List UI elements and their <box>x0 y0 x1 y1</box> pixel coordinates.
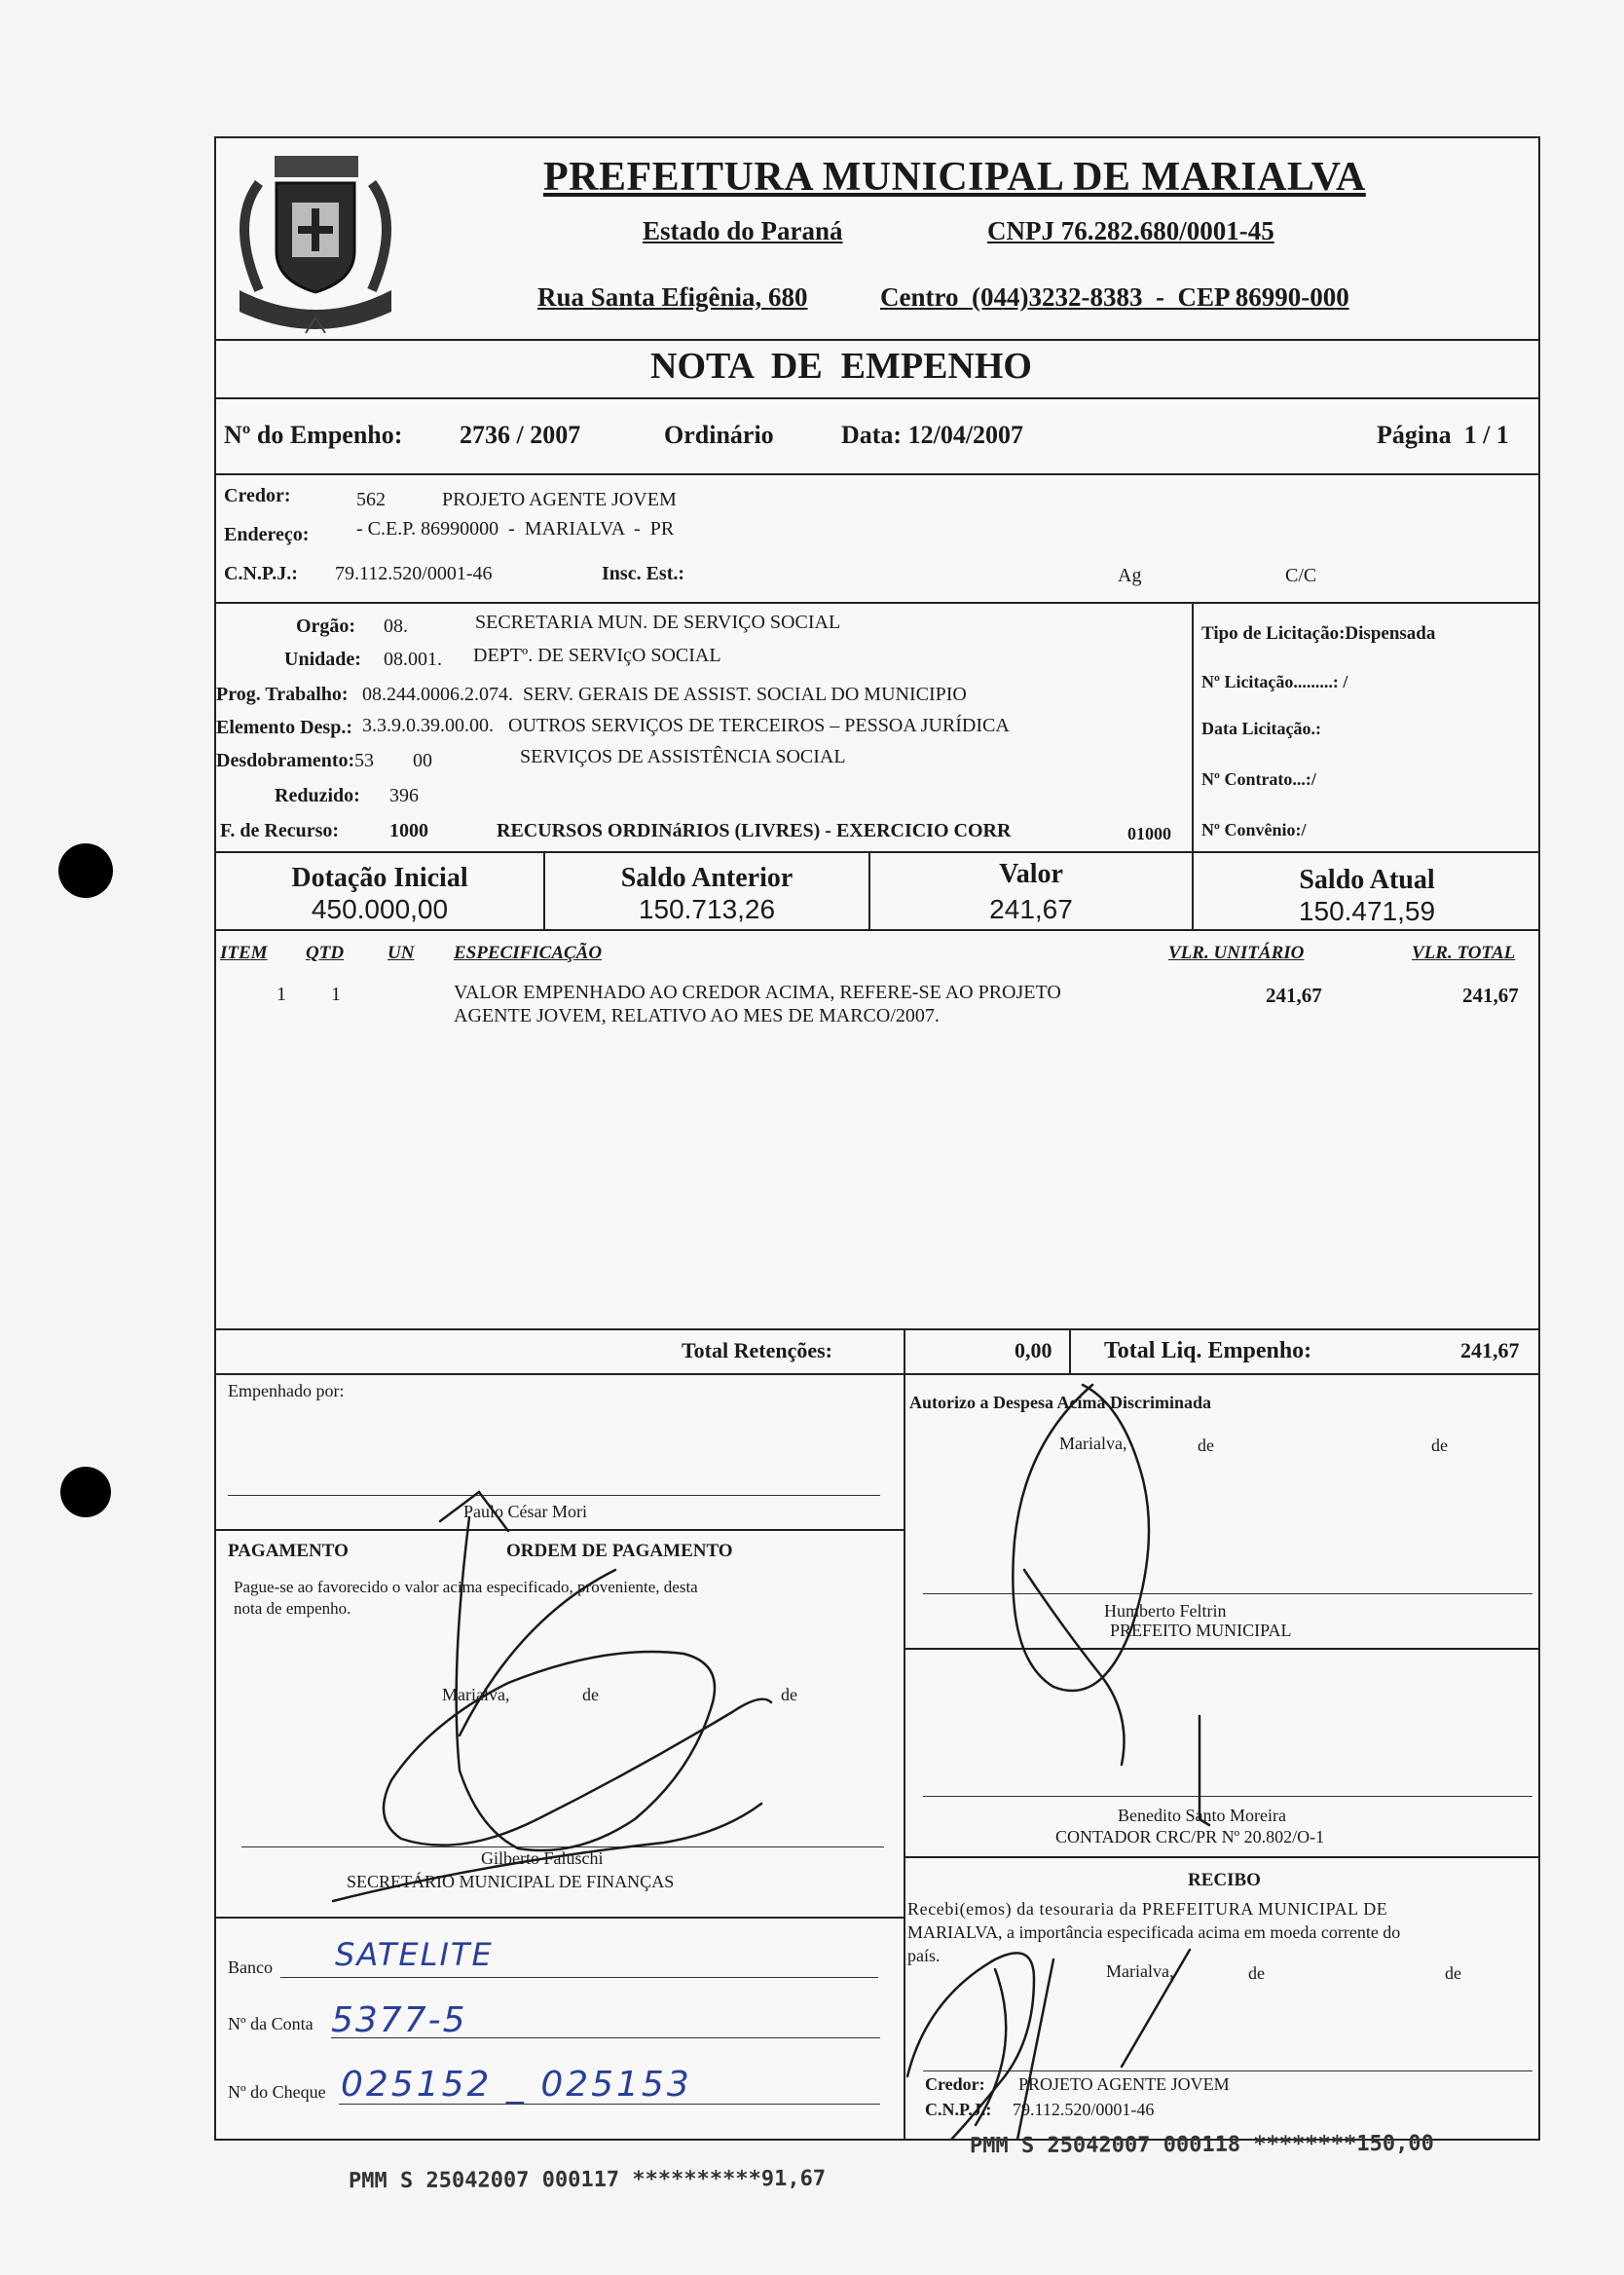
elemento-desp-label: Elemento Desp.: <box>216 717 352 738</box>
item-valor-total: 241,67 <box>1462 984 1519 1007</box>
autorizo-label: Autorizo a Despesa Acima Discriminada <box>909 1393 1211 1412</box>
banco-value: SATELITE <box>335 1936 494 1973</box>
secretario-nome: Gilberto Faluschi <box>481 1848 604 1868</box>
empenho-number-label: Nº do Empenho: <box>224 421 403 449</box>
fonte-recurso: RECURSOS ORDINáRIOS (LIVRES) - EXERCICIO CORR <box>497 820 1012 841</box>
header-state: Estado do Paraná <box>643 216 843 245</box>
empenho-type: Ordinário <box>664 421 774 449</box>
prog-trabalho-label: Prog. Trabalho: <box>216 684 349 705</box>
recibo-title: RECIBO <box>1188 1870 1261 1890</box>
item-valor-unitario: 241,67 <box>1266 984 1322 1007</box>
autenticacao-stamp-1: PMM S 25042007 000117 **********91,67 <box>348 2166 827 2194</box>
saldo-anterior-value: 150.713,26 <box>638 894 776 924</box>
recibo-texto-line3: país. <box>907 1946 941 1965</box>
prefeito-nome: Humberto Feltrin <box>1104 1601 1227 1621</box>
fonte-recurso-label: F. de Recurso: <box>220 820 340 841</box>
orgao-label: Orgão: <box>296 615 356 637</box>
orgao-code: 08. <box>384 615 408 637</box>
cheque-label: Nº do Cheque <box>228 2082 326 2102</box>
empenhado-label: Empenhado por: <box>228 1381 345 1400</box>
banco-label: Banco <box>228 1958 273 1977</box>
unidade-name: DEPTº. DE SERVIçO SOCIAL <box>473 645 721 666</box>
desdobramento: SERVIÇOS DE ASSISTÊNCIA SOCIAL <box>520 746 846 767</box>
credor-code: 562 <box>356 489 386 510</box>
pagamento-label: PAGAMENTO <box>228 1541 349 1561</box>
item-qtd: 1 <box>331 984 341 1005</box>
punch-hole <box>58 843 113 898</box>
contador-cargo: CONTADOR CRC/PR Nº 20.802/O-1 <box>1055 1827 1325 1846</box>
pagamento-local: Marialva, <box>442 1685 510 1704</box>
autorizo-de2: de <box>1431 1436 1448 1455</box>
empenhado-nome: Paulo César Mori <box>463 1502 587 1521</box>
dotacao-label: Dotação Inicial <box>291 863 468 893</box>
credor-name: PROJETO AGENTE JOVEM <box>442 489 677 510</box>
tipo-licitacao: Tipo de Licitação:Dispensada <box>1201 623 1436 644</box>
prefeito-cargo: PREFEITO MUNICIPAL <box>1110 1621 1292 1640</box>
saldo-anterior-label: Saldo Anterior <box>620 863 794 893</box>
conta-label: Nº da Conta <box>228 2014 314 2033</box>
data-licitacao: Data Licitação.: <box>1201 719 1321 738</box>
desdobramento-label: Desdobramento: <box>216 750 355 771</box>
valor-value: 241,67 <box>989 894 1073 924</box>
recibo-local: Marialva, <box>1106 1961 1174 1981</box>
col-especificacao: ESPECIFICAÇÃO <box>454 943 603 963</box>
municipal-coat-of-arms-icon <box>220 144 411 335</box>
valor-label: Valor <box>999 859 1063 889</box>
retencoes-label: Total Retenções: <box>682 1338 832 1362</box>
numero-contrato: Nº Contrato...:/ <box>1201 769 1316 789</box>
autorizo-local: Marialva, <box>1059 1434 1127 1453</box>
recibo-de1: de <box>1248 1963 1265 1983</box>
conta-value: 5377-5 <box>331 2000 467 2040</box>
header-district-phone-cep: Centro (044)3232-8383 - CEP 86990-000 <box>880 282 1349 312</box>
fonte-recurso-code: 1000 <box>389 820 428 841</box>
nota-empenho-form <box>214 136 1540 2141</box>
recibo-texto-line2: MARIALVA, a importância especificada acima em moeda corrente do <box>907 1922 1401 1942</box>
col-item: ITEM <box>220 943 268 963</box>
saldo-atual-value: 150.471,59 <box>1298 896 1436 926</box>
reduzido-label: Reduzido: <box>275 785 360 806</box>
recibo-cnpj-label: C.N.P.J.: <box>925 2100 992 2119</box>
elemento-desp: 3.3.9.0.39.00.00. OUTROS SERVIÇOS DE TERCEIROS – PESSOA JURÍDICA <box>362 715 1010 736</box>
autorizo-de1: de <box>1198 1436 1214 1455</box>
col-valor-total: VLR. TOTAL <box>1412 943 1516 963</box>
saldo-atual-label: Saldo Atual <box>1299 865 1435 895</box>
unidade-label: Unidade: <box>284 649 361 670</box>
fonte-recurso-code2: 01000 <box>1127 824 1171 843</box>
item-especificacao-line2: AGENTE JOVEM, RELATIVO AO MES DE MARCO/2007. <box>454 1005 940 1026</box>
retencoes-value: 0,00 <box>1015 1338 1052 1362</box>
punch-hole <box>60 1467 111 1517</box>
empenho-number: 2736 / 2007 <box>460 421 581 449</box>
contador-nome: Benedito Santo Moreira <box>1118 1806 1286 1825</box>
recibo-texto-line1: Recebi(emos) da tesouraria da PREFEITURA MUNICIPAL DE <box>907 1899 1388 1919</box>
numero-convenio: Nº Convênio:/ <box>1201 820 1307 839</box>
pagamento-texto-line1: Pague-se ao favorecido o valor acima especificado, proveniente, desta <box>234 1578 698 1596</box>
numero-licitacao: Nº Licitação.........: / <box>1201 672 1348 691</box>
reduzido: 396 <box>389 785 419 806</box>
insc-est-label: Insc. Est.: <box>602 563 685 584</box>
header-cnpj: CNPJ 76.282.680/0001-45 <box>987 216 1274 245</box>
ag-label: Ag <box>1118 565 1142 586</box>
cnpj-label: C.N.P.J.: <box>224 563 298 584</box>
credor-address: - C.E.P. 86990000 - MARIALVA - PR <box>356 518 675 540</box>
recibo-de2: de <box>1445 1963 1461 1983</box>
unidade-code: 08.001. <box>384 649 442 670</box>
orgao-name: SECRETARIA MUN. DE SERVIÇO SOCIAL <box>475 612 841 633</box>
item-number: 1 <box>277 984 286 1005</box>
credor-label: Credor: <box>224 485 291 506</box>
dotacao-value: 450.000,00 <box>311 894 449 924</box>
pagamento-de1: de <box>582 1685 599 1704</box>
total-liquido-value: 241,67 <box>1460 1338 1520 1362</box>
document-title: NOTA DE EMPENHO <box>650 346 1032 387</box>
endereco-label: Endereço: <box>224 524 310 545</box>
credor-cnpj: 79.112.520/0001-46 <box>335 563 493 584</box>
total-liquido-label: Total Liq. Empenho: <box>1104 1338 1312 1363</box>
header-title: PREFEITURA MUNICIPAL DE MARIALVA <box>543 155 1366 200</box>
prog-trabalho: 08.244.0006.2.074. SERV. GERAIS DE ASSIST. SOCIAL DO MUNICIPIO <box>362 684 967 705</box>
desdobramento-code: 53 00 <box>354 750 432 771</box>
header-address: Rua Santa Efigênia, 680 <box>537 282 808 312</box>
item-especificacao-line1: VALOR EMPENHADO AO CREDOR ACIMA, REFERE-SE AO PROJETO <box>454 982 1061 1003</box>
col-valor-unitario: VLR. UNITÁRIO <box>1168 943 1305 963</box>
recibo-credor-label: Credor: <box>925 2074 985 2094</box>
page-number: Página 1 / 1 <box>1377 421 1509 449</box>
secretario-cargo: SECRETÁRIO MUNICIPAL DE FINANÇAS <box>347 1872 675 1891</box>
pagamento-texto-line2: nota de empenho. <box>234 1599 351 1618</box>
cc-label: C/C <box>1285 565 1317 586</box>
col-qtd: QTD <box>306 943 345 963</box>
autenticacao-stamp-2: PMM S 25042007 000118 ********150,00 <box>969 2131 1434 2159</box>
empenho-date: Data: 12/04/2007 <box>841 421 1024 449</box>
col-un: UN <box>388 943 415 963</box>
cheque-value: 025152 _ 025153 <box>341 2065 692 2105</box>
pagamento-de2: de <box>781 1685 797 1704</box>
recibo-cnpj: 79.112.520/0001-46 <box>1013 2100 1155 2119</box>
recibo-credor: PROJETO AGENTE JOVEM <box>1018 2074 1230 2094</box>
ordem-pagamento-label: ORDEM DE PAGAMENTO <box>506 1541 733 1561</box>
